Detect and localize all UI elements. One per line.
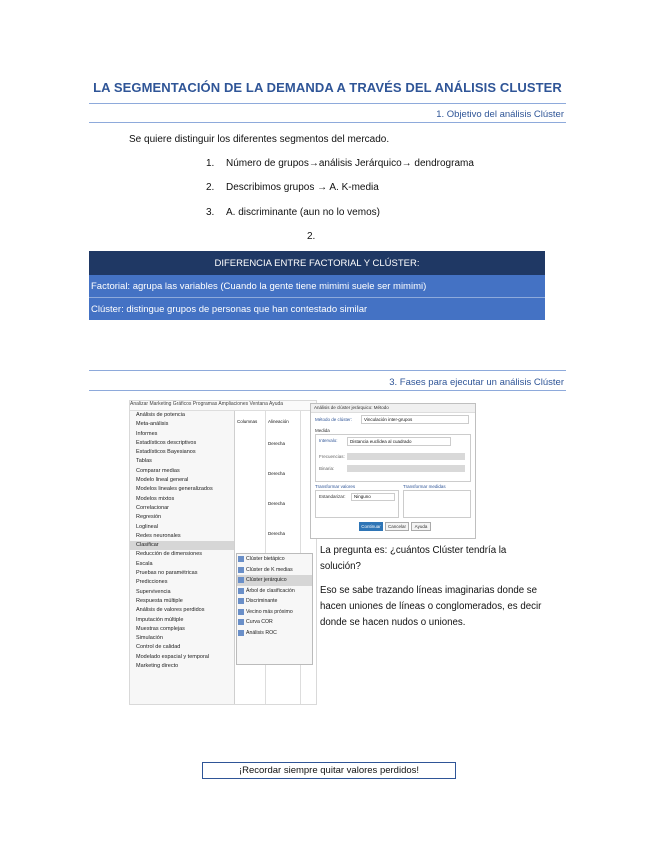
menu-item[interactable]: Modelo lineal general — [136, 477, 189, 484]
step-item — [206, 158, 474, 169]
submenu-item[interactable]: Vecino más próximo — [237, 607, 312, 618]
menu-item[interactable]: Meta-análisis — [136, 421, 169, 428]
cancelar-button[interactable]: Cancelar — [385, 522, 409, 531]
step-item — [206, 207, 380, 218]
intervalo-select[interactable]: Distancia euclídea al cuadrado — [347, 437, 451, 446]
intervalo-radio[interactable]: Intervalo: — [319, 438, 338, 443]
method-select[interactable]: Vinculación inter-grupos — [361, 415, 469, 424]
reminder-note: ¡Recordar siempre quitar valores perdidos! — [202, 762, 456, 779]
step-number: 1. — [206, 158, 215, 169]
menu-item[interactable]: Correlacionar — [136, 504, 170, 511]
method-dialog-screenshot — [310, 403, 476, 539]
menu-item[interactable]: Reducción de dimensiones — [136, 551, 203, 558]
transformar-medidas-label: Transformar medidas — [403, 484, 446, 489]
menu-item[interactable]: Control de calidad — [136, 644, 181, 651]
grid-cell: Derecha — [268, 471, 286, 476]
dialog-title: Análisis de clúster jerárquico: Método — [311, 404, 476, 413]
section-3-top-rule — [89, 370, 566, 371]
analyze-menu — [130, 411, 235, 704]
section-3-rule — [89, 390, 566, 391]
table-row-factorial: Factorial: agrupa las variables (Cuando la gente tiene mimimi suele ser mimimi) — [89, 275, 545, 298]
frecuencias-select — [347, 453, 465, 460]
menu-item[interactable]: Regresión — [136, 514, 162, 521]
menu-item[interactable]: Respuesta múltiple — [136, 597, 183, 604]
menu-item[interactable]: Muestras complejas — [136, 625, 185, 632]
menu-item[interactable]: Análisis de valores perdidos — [136, 607, 205, 614]
submenu-item[interactable]: Discriminante — [237, 596, 312, 607]
menu-item[interactable]: Modelos mixtos — [136, 495, 175, 502]
section-2-number: 2. — [307, 231, 316, 242]
menu-item[interactable]: Estadísticos descriptivos — [136, 439, 197, 446]
menu-item[interactable]: Marketing directo — [136, 663, 179, 670]
spss-menubar: Analizar Marketing Gráficos Programas Ampliaciones Ventana Ayuda — [130, 401, 316, 411]
answer-text: Eso se sabe trazando líneas imaginarias donde se hacen uniones de líneas o conglomerados, es decir donde se hacen nudos o uniones. — [320, 585, 542, 628]
title-rule — [89, 103, 566, 104]
submenu-item[interactable]: Curva COR — [237, 617, 312, 628]
page-title: LA SEGMENTACIÓN DE LA DEMANDA A TRAVÉS DEL ANÁLISIS CLUSTER — [93, 80, 562, 95]
transformar-medidas-group — [403, 490, 471, 518]
step-text: Número de grupos→análisis Jerárquico→ dendrograma — [226, 158, 474, 169]
medida-label: Medida — [315, 428, 330, 433]
binaria-select — [347, 465, 465, 472]
menu-item[interactable]: Predicciones — [136, 579, 168, 586]
grid-cell: Derecha — [268, 501, 286, 506]
submenu-item[interactable]: Análisis ROC — [237, 628, 312, 639]
estandarizar-label: Estandarizar: — [319, 494, 346, 499]
menu-item[interactable]: Modelado espacial y temporal — [136, 653, 210, 660]
continuar-button[interactable]: Continuar — [359, 522, 383, 531]
table-row-cluster: Clúster: distingue grupos de personas que han contestado similar — [89, 298, 545, 321]
frecuencias-radio[interactable]: Frecuencias: — [319, 454, 345, 459]
menu-item[interactable]: Loglineal — [136, 523, 159, 530]
menu-item-clasificar[interactable]: Clasificar — [130, 541, 234, 550]
menu-item[interactable]: Informes — [136, 430, 158, 437]
estandarizar-select[interactable]: Ninguno — [351, 493, 395, 501]
menu-item[interactable]: Simulación — [136, 635, 163, 642]
submenu-item[interactable]: Clúster bietápico — [237, 554, 312, 565]
step-text: Describimos grupos → A. K-media — [226, 182, 379, 193]
menu-item[interactable]: Análisis de potencia — [136, 412, 185, 418]
ayuda-button[interactable]: Ayuda — [411, 522, 431, 531]
step-number: 3. — [206, 207, 215, 218]
comparison-table — [89, 251, 545, 320]
intro-text: Se quiere distinguir los diferentes segmentos del mercado. — [129, 134, 390, 145]
method-label: Método de clúster: — [315, 417, 353, 422]
transformar-valores-label: Transformar valores — [315, 484, 356, 489]
spss-menu-screenshot — [129, 400, 317, 705]
grid-header-alineacion: Alineación — [268, 419, 289, 424]
section-1-heading: 1. Objetivo del análisis Clúster — [436, 109, 564, 120]
menu-item[interactable]: Comparar medias — [136, 467, 180, 474]
step-number: 2. — [206, 182, 215, 193]
grid-cell: Derecha — [268, 531, 286, 536]
menu-item[interactable]: Imputación múltiple — [136, 616, 184, 623]
menu-item[interactable]: Pruebas no paramétricas — [136, 570, 198, 577]
grid-cell: Derecha — [268, 441, 286, 446]
menu-item[interactable]: Tablas — [136, 458, 152, 465]
question-text: La pregunta es: ¿cuántos Clúster tendría la solución? — [320, 545, 507, 572]
menu-item[interactable]: Estadísticos Bayesianos — [136, 449, 196, 456]
submenu-item-hierarchical[interactable]: Clúster jerárquico — [237, 575, 312, 586]
menu-item[interactable]: Supervivencia — [136, 588, 171, 595]
table-header: DIFERENCIA ENTRE FACTORIAL Y CLÚSTER: — [89, 251, 545, 275]
submenu-item[interactable]: Árbol de clasificación — [237, 586, 312, 597]
grid-header-columnas: Columnas — [237, 419, 258, 424]
section-1-rule — [89, 122, 566, 123]
menu-item[interactable]: Redes neuronales — [136, 532, 181, 539]
menu-item[interactable]: Modelos lineales generalizados — [136, 486, 213, 493]
menu-item[interactable]: Escala — [136, 560, 153, 567]
step-item — [206, 182, 379, 193]
binaria-radio[interactable]: Binaria: — [319, 466, 335, 471]
classify-submenu — [236, 553, 313, 665]
submenu-item[interactable]: Clúster de K medias — [237, 565, 312, 576]
step-text: A. discriminante (aun no lo vemos) — [226, 207, 380, 218]
section-3-heading: 3. Fases para ejecutar un análisis Clúster — [389, 377, 564, 388]
